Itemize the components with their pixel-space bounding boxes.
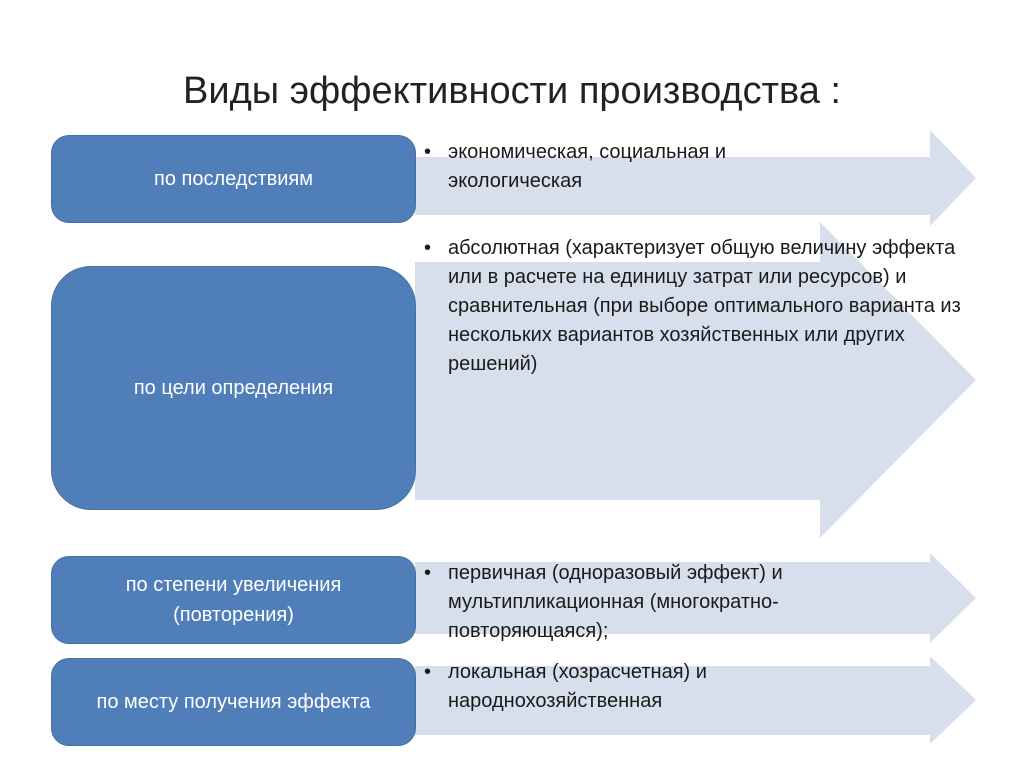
description-4 (420, 658, 840, 716)
category-label: по цели определения (133, 377, 334, 399)
description-3 (420, 559, 890, 646)
category-box-purpose (51, 266, 416, 510)
category-box-place (51, 658, 416, 746)
category-box-increase-degree (51, 556, 416, 644)
category-box-consequences (51, 135, 416, 223)
bullet-item: • локальная (хозрасчетная) и народнохозяйственная (448, 658, 840, 716)
bullet-item: • экономическая, социальная и экологическая (448, 138, 840, 196)
category-label: по степени увеличения (повторения) (125, 574, 342, 626)
description-2 (420, 234, 980, 379)
description-1 (420, 138, 840, 196)
category-label: по месту получения эффекта (96, 691, 371, 713)
slide-title: Виды эффективности производства : (183, 70, 841, 112)
bullet-item: • первичная (одноразовый эффект) и мультипликационная (многократно-повторяющаяся); (448, 559, 890, 646)
bullet-item: • абсолютная (характеризует общую величину эффекта или в расчете на единицу затрат или ресурсов) и сравнительная (при выборе оптимального варианта из нескольких вариантов хозяйственных или других решений) (448, 234, 980, 379)
category-label: по последствиям (153, 168, 314, 190)
